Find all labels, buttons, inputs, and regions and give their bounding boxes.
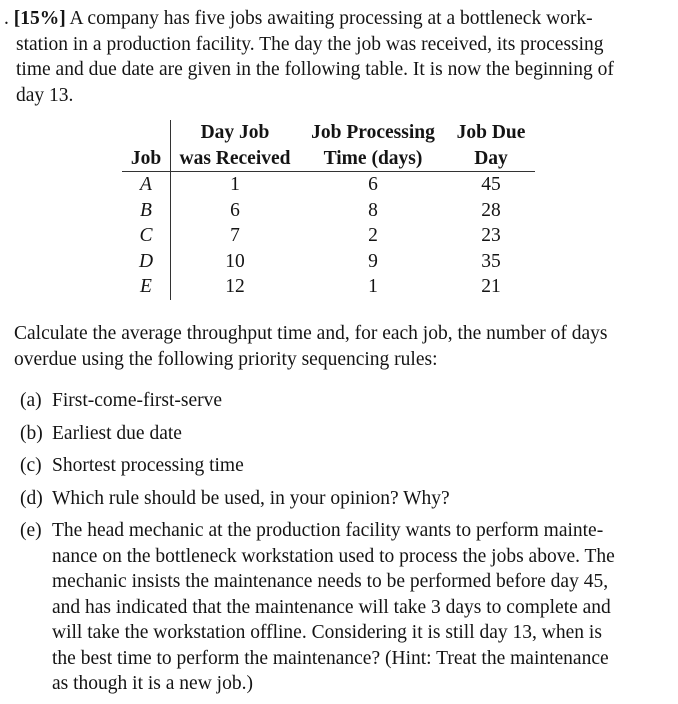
table-row (122, 249, 535, 275)
item-line: Shortest processing time (52, 455, 244, 476)
header-cell: was Received (171, 146, 300, 172)
jobs-table (122, 120, 535, 300)
table-row (122, 223, 535, 249)
item-line: First-come-first-serve (52, 390, 223, 411)
item-line: will take the workstation offline. Considering it is still day 13, when is (52, 622, 602, 643)
processing-cell: 8 (368, 199, 378, 221)
item-line: Which rule should be used, in your opinion? Why? (52, 487, 450, 509)
problem-number-dot: . (4, 8, 14, 29)
item-line: mechanic insists the maintenance needs to be performed before day 45, (52, 571, 609, 592)
list-item (20, 518, 646, 697)
intro-text: A company has five jobs awaiting processing at a bottleneck work- (65, 8, 593, 29)
due-cell: 35 (481, 250, 501, 272)
due-cell: 21 (481, 276, 501, 297)
intro-line (4, 6, 644, 32)
received-cell: 10 (225, 250, 245, 272)
processing-cell: 2 (368, 225, 378, 246)
header-cell: Job Processing (311, 122, 435, 143)
item-line: as though it is a new job.) (52, 673, 253, 694)
item-line: Earliest due date (52, 422, 182, 444)
item-line: and has indicated that the maintenance will take 3 days to complete and (52, 596, 611, 618)
header-cell: Job Due (456, 122, 526, 143)
instructions-line: Calculate the average throughput time and, for each job, the number of days (14, 323, 608, 344)
job-cell: E (122, 274, 171, 300)
intro-line: station in a production facility. The day the job was received, its processing (16, 33, 604, 55)
header-cell: Day Job (200, 122, 270, 143)
item-line: The head mechanic at the production facility wants to perform mainte- (52, 520, 604, 541)
item-text (20, 486, 646, 512)
item-marker: (e) (20, 520, 42, 541)
table-row (122, 274, 535, 300)
item-line: nance on the bottleneck workstation used to process the jobs above. The (52, 545, 615, 567)
item-text (20, 518, 646, 697)
job-cell: B (122, 198, 171, 224)
item-text (20, 421, 646, 447)
due-cell: 28 (481, 199, 501, 221)
received-cell: 1 (230, 174, 240, 195)
header-cell: Day (447, 146, 535, 172)
weight-label: [15%] (13, 8, 66, 29)
list-item (20, 388, 646, 414)
received-cell: 12 (225, 276, 245, 297)
header-cell: Job (122, 146, 171, 172)
table-row (122, 172, 535, 198)
item-line: the best time to perform the maintenance? (Hint: Treat the maintenance (52, 647, 609, 669)
job-cell: A (122, 172, 171, 198)
table-header-row (122, 146, 535, 172)
item-marker: (a) (20, 390, 42, 411)
question-list (20, 388, 646, 704)
instructions-paragraph (14, 321, 644, 372)
item-text (20, 453, 646, 479)
item-marker: (c) (20, 455, 42, 476)
table-header-row (122, 120, 535, 146)
header-cell (122, 120, 171, 146)
problem-intro (4, 6, 644, 108)
received-cell: 6 (230, 199, 240, 221)
intro-line: day 13. (16, 84, 74, 106)
list-item (20, 486, 646, 512)
job-cell: D (122, 249, 171, 275)
table-row (122, 198, 535, 224)
received-cell: 7 (230, 225, 240, 246)
job-cell: C (122, 223, 171, 249)
item-marker: (d) (20, 487, 43, 509)
list-item (20, 421, 646, 447)
intro-line: time and due date are given in the following table. It is now the beginning of (16, 59, 614, 80)
item-marker: (b) (20, 422, 43, 444)
due-cell: 23 (481, 225, 501, 246)
item-text (20, 388, 646, 414)
processing-cell: 6 (368, 174, 378, 195)
instructions-line: overdue using the following priority sequencing rules: (14, 348, 438, 370)
list-item (20, 453, 646, 479)
header-cell: Time (days) (299, 146, 447, 172)
processing-cell: 9 (368, 250, 378, 272)
due-cell: 45 (481, 174, 501, 195)
processing-cell: 1 (368, 276, 378, 297)
